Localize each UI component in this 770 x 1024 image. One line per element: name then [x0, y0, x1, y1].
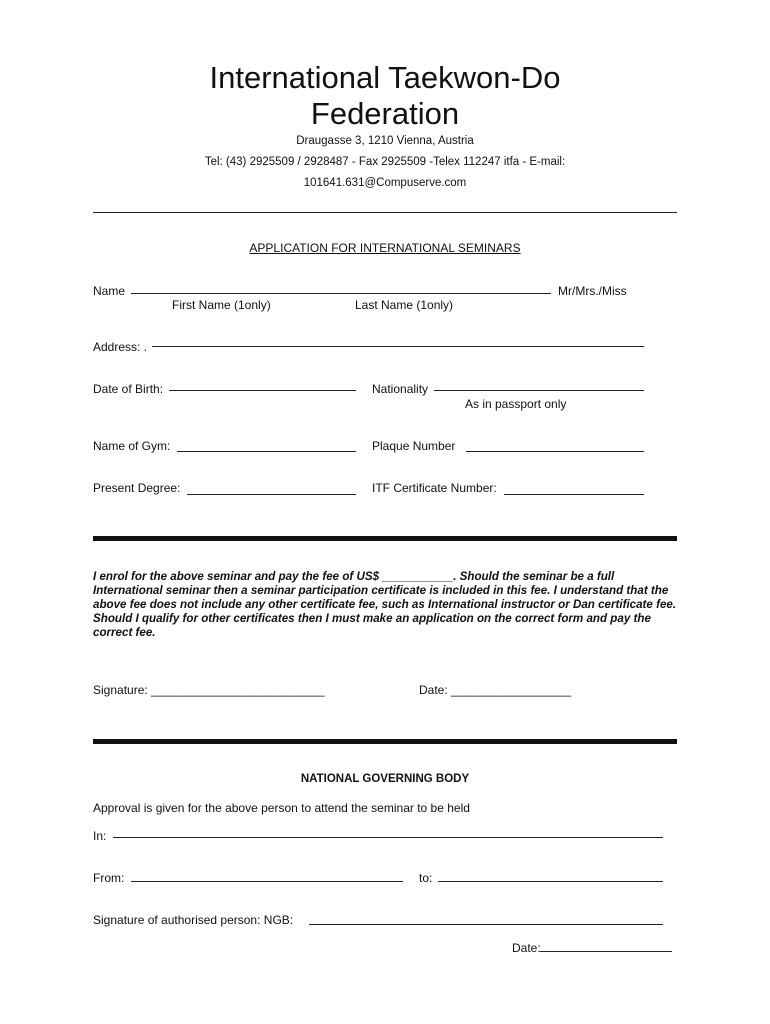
- from-field[interactable]: [131, 881, 403, 882]
- itf-cert-field[interactable]: [504, 494, 644, 495]
- title-options: Mr/Mrs./Miss: [558, 284, 627, 298]
- degree-label: Present Degree:: [93, 481, 181, 495]
- auth-signature-label: Signature of authorised person: NGB:: [93, 913, 294, 927]
- address-label: Address: .: [93, 340, 148, 354]
- gym-label: Name of Gym:: [93, 439, 171, 453]
- degree-field[interactable]: [187, 494, 356, 495]
- auth-signature-field[interactable]: [309, 924, 663, 925]
- plaque-field[interactable]: [466, 451, 644, 452]
- approval-text: Approval is given for the above person to attend the seminar to be held: [93, 801, 470, 815]
- title-line-2: Federation: [310, 96, 460, 131]
- ngb-date-field[interactable]: [540, 951, 672, 952]
- to-field[interactable]: [438, 881, 663, 882]
- dob-field[interactable]: [169, 390, 356, 391]
- nationality-hint: As in passport only: [465, 397, 567, 411]
- organization-title: [0, 60, 770, 132]
- in-label: In:: [93, 829, 107, 843]
- dob-label: Date of Birth:: [93, 382, 164, 396]
- gym-field[interactable]: [177, 451, 356, 452]
- in-field[interactable]: [113, 837, 663, 838]
- name-label: Name: [93, 284, 126, 298]
- header-divider: [93, 212, 677, 213]
- ngb-heading: NATIONAL GOVERNING BODY: [300, 773, 470, 785]
- contact-line: Tel: (43) 2925509 / 2928487 - Fax 2925509 -Telex 112247 itfa - E-mail:: [204, 156, 566, 168]
- title-line-1: International Taekwon-Do: [209, 60, 561, 95]
- plaque-label: Plaque Number: [372, 439, 456, 453]
- address-line: Draugasse 3, 1210 Vienna, Austria: [296, 135, 474, 147]
- signature-field[interactable]: Signature: __________________________: [93, 683, 325, 697]
- form-title: APPLICATION FOR INTERNATIONAL SEMINARS: [249, 241, 521, 255]
- declaration-text: I enrol for the above seminar and pay the fee of US$ ___________. Should the seminar be a full International seminar then a seminar participation certificate is included in this fee. I understand that the above fee does not include any other certificate fee, such as International instructor or Dan certificate fee. Should I qualify for other certificates then I must make an application on the correct form and pay the correct fee.: [93, 570, 677, 639]
- nationality-field[interactable]: [434, 390, 644, 391]
- ngb-date-label: Date:: [512, 941, 541, 955]
- first-name-hint: First Name (1only): [172, 298, 271, 312]
- section-divider-1: [93, 536, 677, 541]
- section-divider-2: [93, 739, 677, 744]
- from-label: From:: [93, 871, 125, 885]
- name-field[interactable]: [131, 293, 551, 294]
- to-label: to:: [419, 871, 433, 885]
- email-line: 101641.631@Compuserve.com: [303, 177, 467, 189]
- nationality-label: Nationality: [372, 382, 429, 396]
- itf-cert-label: ITF Certificate Number:: [372, 481, 497, 495]
- date-field[interactable]: Date: __________________: [419, 683, 572, 697]
- address-field[interactable]: [152, 346, 644, 347]
- last-name-hint: Last Name (1only): [355, 298, 454, 312]
